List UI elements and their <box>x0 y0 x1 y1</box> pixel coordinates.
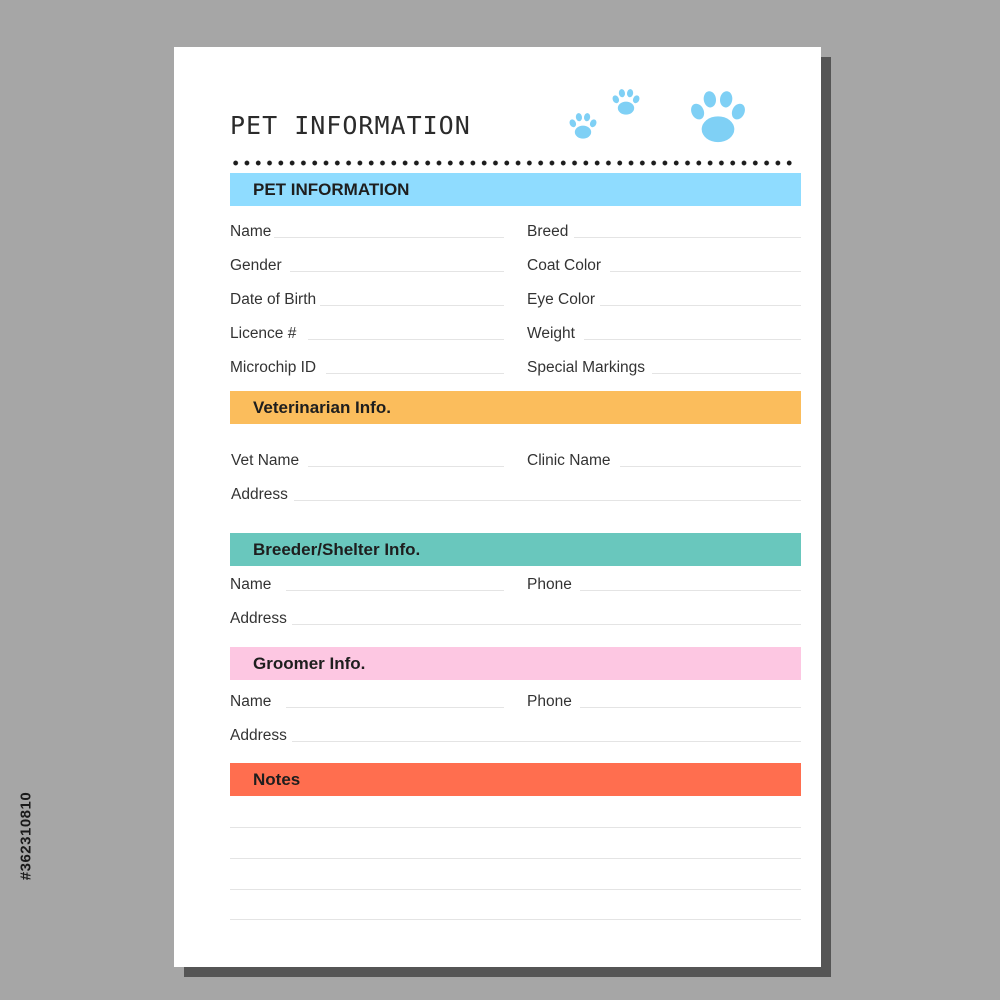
field-label-date-of-birth: Date of Birth <box>230 291 317 308</box>
field-line-eye-color[interactable] <box>600 305 801 306</box>
field-line-breeder-name[interactable] <box>286 590 504 591</box>
field-line-clinic-name[interactable] <box>620 466 801 467</box>
field-line-breeder-phone[interactable] <box>580 590 801 591</box>
field-label-breeder-address: Address <box>230 610 287 627</box>
pet-information-sheet <box>174 47 821 967</box>
field-label-groomer-phone: Phone <box>527 693 572 710</box>
field-line-breeder-address[interactable] <box>292 624 801 625</box>
field-line-vet-name[interactable] <box>308 466 504 467</box>
section-header-groomer: Groomer Info. <box>230 647 801 680</box>
field-line-groomer-address[interactable] <box>292 741 801 742</box>
field-line-gender[interactable] <box>290 271 504 272</box>
field-label-gender: Gender <box>230 257 282 274</box>
field-label-eye-color: Eye Color <box>527 291 596 308</box>
field-line-vet-address[interactable] <box>294 500 801 501</box>
paw-print-icon <box>566 109 600 143</box>
stock-id-text: #362310810 <box>17 791 35 881</box>
field-label-microchip-id: Microchip ID <box>230 359 317 376</box>
field-label-name: Name <box>230 223 272 240</box>
notes-line[interactable] <box>230 919 801 920</box>
field-line-coat-color[interactable] <box>610 271 801 272</box>
field-label-groomer-name: Name <box>230 693 272 710</box>
field-label-licence: Licence # <box>230 325 297 342</box>
field-line-licence[interactable] <box>308 339 504 340</box>
paw-print-icon <box>609 85 643 119</box>
field-label-vet-name: Vet Name <box>231 452 300 469</box>
field-line-breed[interactable] <box>574 237 801 238</box>
section-header-notes: Notes <box>230 763 801 796</box>
section-header-pet: PET INFORMATION <box>230 173 801 206</box>
notes-line[interactable] <box>230 858 801 859</box>
field-label-special-markings: Special Markings <box>527 359 646 376</box>
field-label-coat-color: Coat Color <box>527 257 602 274</box>
field-line-special-markings[interactable] <box>652 373 801 374</box>
stock-id-label <box>8 766 44 906</box>
notes-line[interactable] <box>230 827 801 828</box>
paw-print-icon <box>684 83 752 151</box>
dotted-divider <box>230 159 795 167</box>
field-line-microchip-id[interactable] <box>326 373 504 374</box>
field-line-name[interactable] <box>274 237 504 238</box>
field-label-clinic-name: Clinic Name <box>527 452 611 469</box>
section-header-vet: Veterinarian Info. <box>230 391 801 424</box>
field-label-groomer-address: Address <box>230 727 287 744</box>
field-line-groomer-phone[interactable] <box>580 707 801 708</box>
field-label-breeder-phone: Phone <box>527 576 572 593</box>
page-title: PET INFORMATION <box>230 111 471 140</box>
field-line-groomer-name[interactable] <box>286 707 504 708</box>
field-label-weight: Weight <box>527 325 575 342</box>
field-label-vet-address: Address <box>231 486 288 503</box>
notes-line[interactable] <box>230 889 801 890</box>
field-label-breeder-name: Name <box>230 576 272 593</box>
field-label-breed: Breed <box>527 223 569 240</box>
field-line-weight[interactable] <box>584 339 801 340</box>
section-header-breeder: Breeder/Shelter Info. <box>230 533 801 566</box>
field-line-date-of-birth[interactable] <box>320 305 504 306</box>
